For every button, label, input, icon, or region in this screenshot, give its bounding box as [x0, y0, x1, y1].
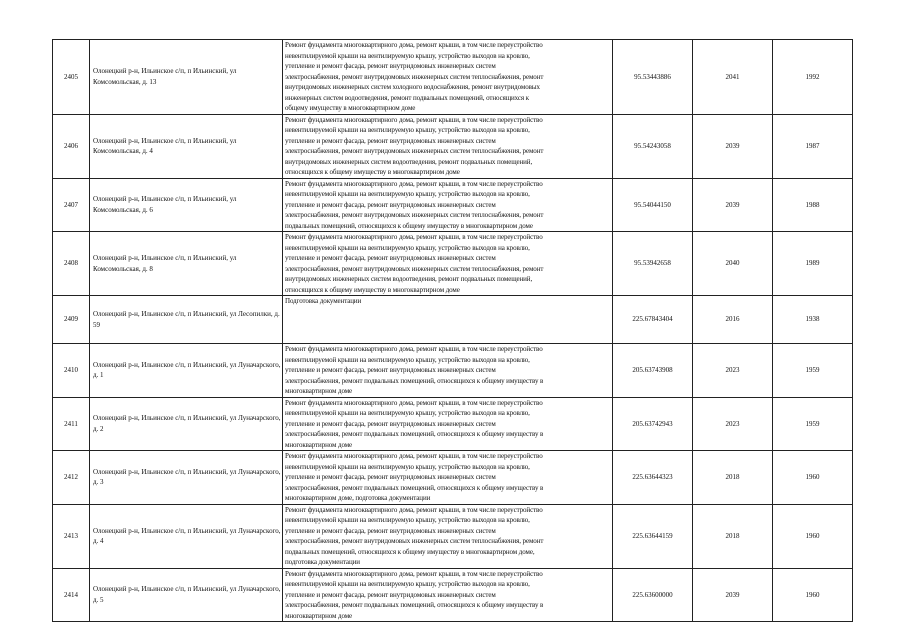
works-cell	[283, 504, 613, 568]
built-year-cell: 1938	[773, 296, 853, 344]
address-cell: Олонецкий р-н, Ильинское с/п, п Ильинский, ул Луначарского, д. 3	[90, 451, 283, 505]
built-year-cell: 1987	[773, 114, 853, 178]
planned-year-cell: 2018	[693, 504, 773, 568]
row-number-cell: 2406	[53, 114, 90, 178]
row-number-cell: 2408	[53, 232, 90, 296]
works-text: Ремонт фундамента многоквартирного дома, ремонт крыши, в том числе переустройство невентилируемой крыши на вентилируемую крышу, устройство выходов на кровлю, утепление и ремонт фасада, ремонт внутридомовых инженерных систем электроснабжения, ремонт внутридомовых инженерных систем теплоснабжения, ремонт подвальных помещений, относящихся к общему имуществу в многоквартирном доме, подготовка документации	[285, 505, 544, 566]
planned-year-cell: 2040	[693, 232, 773, 296]
cost-cell: 225.63644159	[613, 504, 693, 568]
address-cell: Олонецкий р-н, Ильинское с/п, п Ильинский, ул Луначарского, д. 4	[90, 504, 283, 568]
planned-year-cell: 2039	[693, 178, 773, 232]
address-cell: Олонецкий р-н, Ильинское с/п, п Ильинский, ул Лесопилки, д. 59	[90, 296, 283, 344]
table-row	[53, 178, 853, 232]
works-text: Ремонт фундамента многоквартирного дома, ремонт крыши, в том числе переустройство невентилируемой крыши на вентилируемую крышу, устройство выходов на кровлю, утепление и ремонт фасада, ремонт внутридомовых инженерных систем электроснабжения, ремонт внутридомовых инженерных систем теплоснабжения, ремонт внутридомовых инженерных систем холодного водоснабжения, ремонт внутридомовых инженерных систем водоотведения, ремонт подвальных помещений, относящихся к общему имуществу в многоквартирном доме	[285, 41, 544, 112]
planned-year-cell: 2041	[693, 40, 773, 115]
built-year-cell: 1988	[773, 178, 853, 232]
table-row	[53, 451, 853, 505]
planned-year-cell: 2018	[693, 451, 773, 505]
row-number-cell: 2414	[53, 568, 90, 622]
table-row	[53, 504, 853, 568]
table-row	[53, 232, 853, 296]
table-row	[53, 296, 853, 344]
works-text: Ремонт фундамента многоквартирного дома, ремонт крыши, в том числе переустройство невентилируемой крыши на вентилируемую крышу, устройство выходов на кровлю, утепление и ремонт фасада, ремонт внутридомовых инженерных систем электроснабжения, ремонт подвальных помещений, относящихся к общему имуществу в многоквартирном доме, подготовка документации	[285, 452, 544, 502]
built-year-cell: 1960	[773, 451, 853, 505]
cost-cell: 95.53942658	[613, 232, 693, 296]
works-cell	[283, 296, 613, 344]
built-year-cell: 1989	[773, 232, 853, 296]
row-number-cell: 2409	[53, 296, 90, 344]
cost-cell: 205.63742943	[613, 397, 693, 451]
works-text: Ремонт фундамента многоквартирного дома, ремонт крыши, в том числе переустройство невентилируемой крыши на вентилируемую крышу, устройство выходов на кровлю, утепление и ремонт фасада, ремонт внутридомовых инженерных систем электроснабжения, ремонт внутридомовых инженерных систем теплоснабжения, ремонт внутридомовых инженерных систем водоотведения, ремонт подвальных помещений, относящихся к общему имуществу в многоквартирном доме	[285, 115, 544, 176]
address-cell: Олонецкий р-н, Ильинское с/п, п Ильинский, ул Комсомольская, д. 6	[90, 178, 283, 232]
table-row	[53, 114, 853, 178]
planned-year-cell: 2039	[693, 114, 773, 178]
cost-cell: 205.63743908	[613, 344, 693, 398]
address-cell: Олонецкий р-н, Ильинское с/п, п Ильинский, ул Луначарского, д. 5	[90, 568, 283, 622]
row-number-cell: 2412	[53, 451, 90, 505]
planned-year-cell: 2039	[693, 568, 773, 622]
cost-cell: 95.53443886	[613, 40, 693, 115]
address-cell: Олонецкий р-н, Ильинское с/п, п Ильинский, ул Луначарского, д. 2	[90, 397, 283, 451]
cost-cell: 225.63644323	[613, 451, 693, 505]
table-body	[53, 40, 853, 622]
address-cell: Олонецкий р-н, Ильинское с/п, п Ильинский, ул Комсомольская, д. 8	[90, 232, 283, 296]
row-number-cell: 2407	[53, 178, 90, 232]
built-year-cell: 1959	[773, 344, 853, 398]
row-number-cell: 2405	[53, 40, 90, 115]
works-cell	[283, 232, 613, 296]
cost-cell: 95.54044150	[613, 178, 693, 232]
works-cell	[283, 397, 613, 451]
works-cell	[283, 40, 613, 115]
built-year-cell: 1960	[773, 568, 853, 622]
built-year-cell: 1992	[773, 40, 853, 115]
built-year-cell: 1959	[773, 397, 853, 451]
table-row	[53, 397, 853, 451]
row-number-cell: 2411	[53, 397, 90, 451]
works-text: Ремонт фундамента многоквартирного дома, ремонт крыши, в том числе переустройство невентилируемой крыши на вентилируемую крышу, устройство выходов на кровлю, утепление и ремонт фасада, ремонт внутридомовых инженерных систем электроснабжения, ремонт внутридомовых инженерных систем теплоснабжения, ремонт подвальных помещений, относящихся к общему имуществу в многоквартирном доме	[285, 179, 544, 230]
works-cell	[283, 114, 613, 178]
address-cell: Олонецкий р-н, Ильинское с/п, п Ильинский, ул Луначарского, д. 1	[90, 344, 283, 398]
address-cell: Олонецкий р-н, Ильинское с/п, п Ильинский, ул Комсомольская, д. 4	[90, 114, 283, 178]
works-text: Ремонт фундамента многоквартирного дома, ремонт крыши, в том числе переустройство невентилируемой крыши на вентилируемую крышу, устройство выходов на кровлю, утепление и ремонт фасада, ремонт внутридомовых инженерных систем электроснабжения, ремонт подвальных помещений, относящихся к общему имуществу в многоквартирном доме	[285, 345, 544, 395]
planned-year-cell: 2023	[693, 344, 773, 398]
row-number-cell: 2413	[53, 504, 90, 568]
works-text: Ремонт фундамента многоквартирного дома, ремонт крыши, в том числе переустройство невентилируемой крыши на вентилируемую крышу, устройство выходов на кровлю, утепление и ремонт фасада, ремонт внутридомовых инженерных систем электроснабжения, ремонт подвальных помещений, относящихся к общему имуществу в многоквартирном доме	[285, 398, 544, 449]
works-cell	[283, 568, 613, 622]
works-cell	[283, 344, 613, 398]
works-text: Ремонт фундамента многоквартирного дома, ремонт крыши, в том числе переустройство невентилируемой крыши на вентилируемую крышу, устройство выходов на кровлю, утепление и ремонт фасада, ремонт внутридомовых инженерных систем электроснабжения, ремонт подвальных помещений, относящихся к общему имуществу в многоквартирном доме	[285, 569, 544, 620]
cost-cell: 225.67843404	[613, 296, 693, 344]
address-cell: Олонецкий р-н, Ильинское с/п, п Ильинский, ул Комсомольская, д. 13	[90, 40, 283, 115]
planned-year-cell: 2023	[693, 397, 773, 451]
works-text: Ремонт фундамента многоквартирного дома, ремонт крыши, в том числе переустройство невентилируемой крыши на вентилируемую крышу, устройство выходов на кровлю, утепление и ремонт фасада, ремонт внутридомовых инженерных систем электроснабжения, ремонт внутридомовых инженерных систем теплоснабжения, ремонт внутридомовых инженерных систем водоотведения, ремонт подвальных помещений, относящихся к общему имуществу в многоквартирном доме	[285, 233, 544, 294]
table-row	[53, 568, 853, 622]
housing-repair-table	[52, 39, 853, 622]
works-cell	[283, 178, 613, 232]
table-row	[53, 40, 853, 115]
built-year-cell: 1960	[773, 504, 853, 568]
row-number-cell: 2410	[53, 344, 90, 398]
works-text: Подготовка документации	[285, 297, 362, 305]
cost-cell: 225.63600000	[613, 568, 693, 622]
works-cell	[283, 451, 613, 505]
cost-cell: 95.54243058	[613, 114, 693, 178]
table-row	[53, 344, 853, 398]
planned-year-cell: 2016	[693, 296, 773, 344]
